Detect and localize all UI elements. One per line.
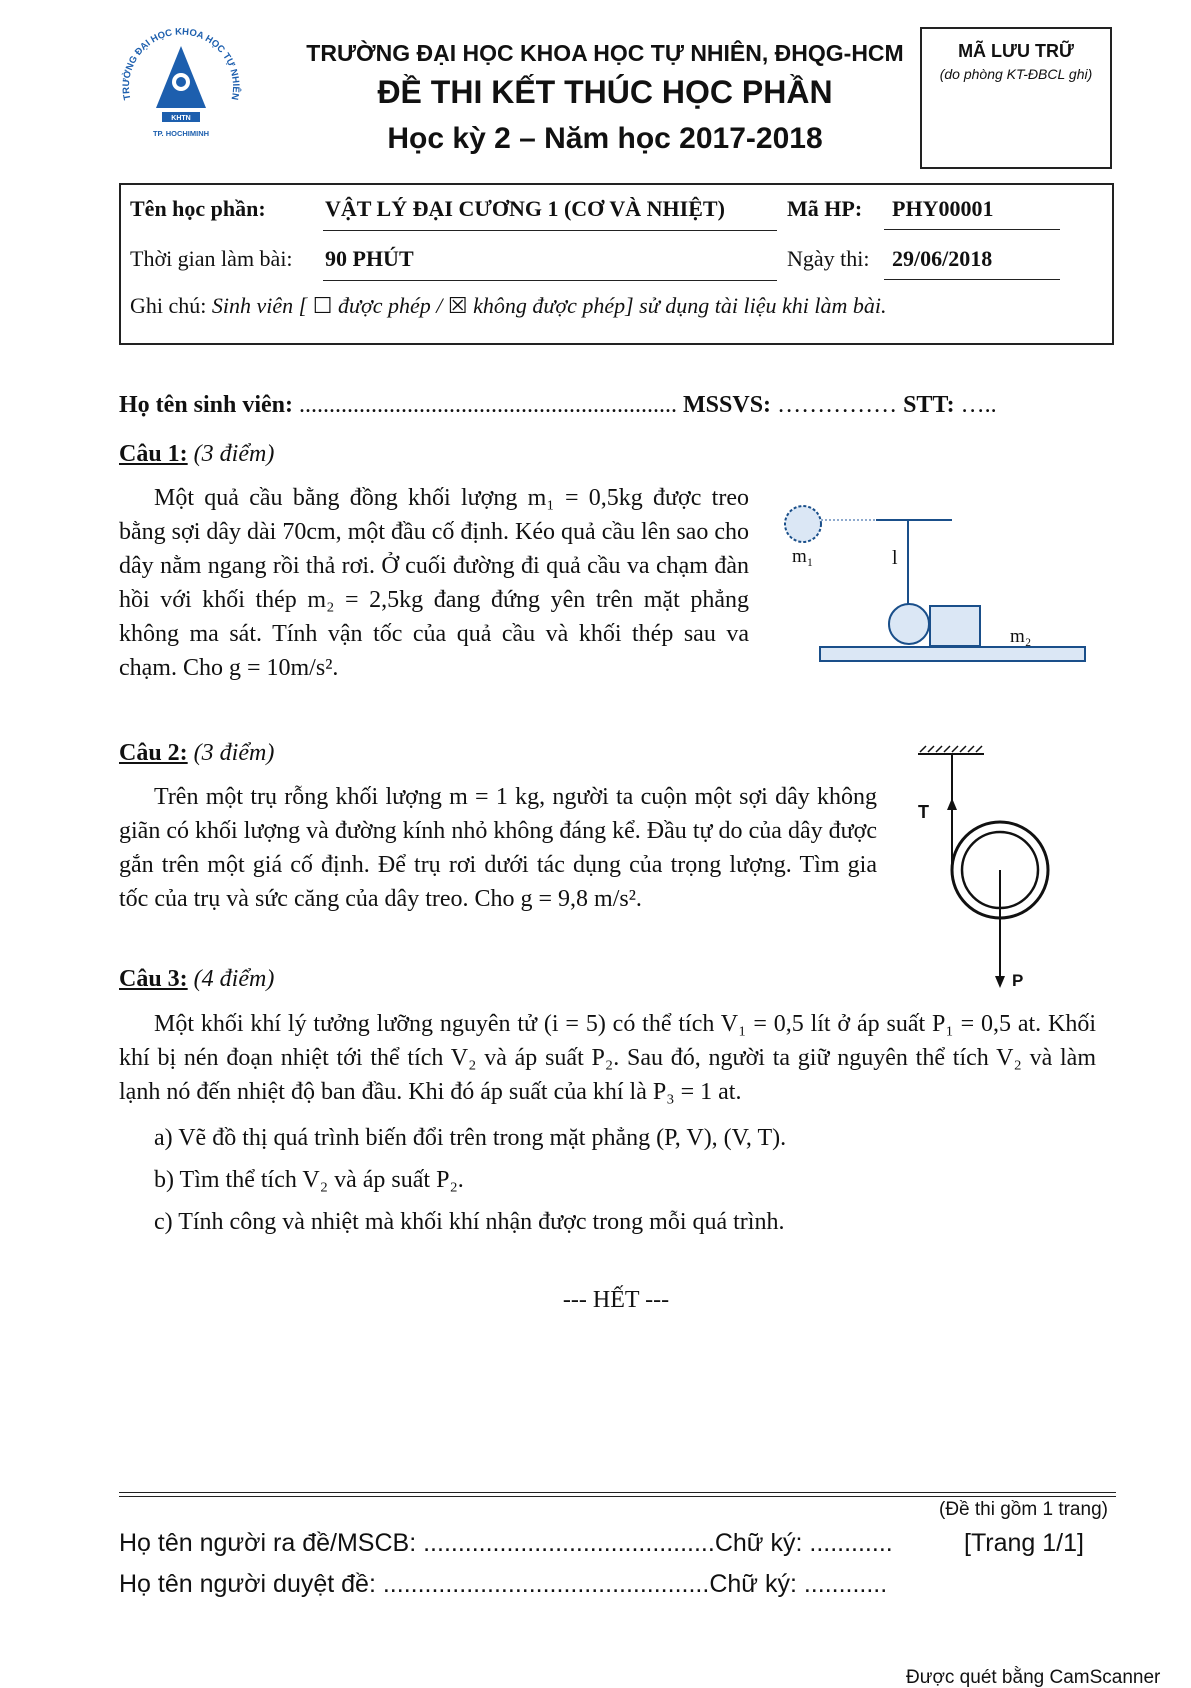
reviewer-label: Họ tên người duyệt đề: bbox=[119, 1570, 376, 1598]
student-id-label: MSSVS: bbox=[683, 392, 772, 418]
author-line bbox=[119, 1529, 893, 1558]
question-3-item-a: a) Vẽ đồ thị quá trình biến đổi trên trong mặt phẳng (P, V), (V, T). bbox=[154, 1125, 787, 1151]
author-field[interactable]: .......................................... bbox=[416, 1529, 715, 1557]
reviewer-field[interactable]: ............................................... bbox=[375, 1570, 710, 1598]
note-part1: Sinh viên [ bbox=[211, 293, 308, 318]
order-field[interactable]: ….. bbox=[954, 392, 997, 418]
question-1-figure bbox=[778, 494, 1088, 670]
question-2-label: Câu 2: bbox=[119, 740, 188, 766]
student-id-field[interactable]: …………… bbox=[771, 392, 898, 418]
university-logo bbox=[118, 20, 244, 146]
reviewer-line bbox=[119, 1570, 887, 1599]
block-m2 bbox=[930, 606, 980, 646]
question-2-heading bbox=[119, 740, 274, 767]
exam-title: ĐỀ THI KẾT THÚC HỌC PHẦN bbox=[377, 74, 833, 110]
duration-label: Thời gian làm bài: bbox=[130, 246, 293, 271]
course-code: PHY00001 bbox=[884, 196, 1060, 230]
label-m2: m₂ bbox=[1010, 626, 1032, 647]
footer-divider bbox=[119, 1492, 1116, 1493]
page-marker: [Trang 1/1] bbox=[964, 1529, 1084, 1557]
student-name-field[interactable]: ............................................................... bbox=[293, 392, 678, 418]
course-label: Tên học phần: bbox=[130, 196, 266, 221]
ball-m1 bbox=[889, 604, 929, 644]
not-allowed-text: không được phép bbox=[473, 293, 626, 318]
author-signature-label: Chữ ký: bbox=[714, 1529, 803, 1557]
reviewer-signature-field[interactable]: ............ bbox=[796, 1570, 888, 1598]
label-T: T bbox=[918, 802, 929, 822]
not-allowed-checkbox: ☒ bbox=[447, 293, 468, 318]
duration-value: 90 PHÚT bbox=[323, 246, 777, 281]
author-signature-field[interactable]: ............ bbox=[802, 1529, 893, 1557]
materials-note bbox=[130, 293, 886, 319]
question-3-label: Câu 3: bbox=[119, 966, 188, 992]
label-l: l bbox=[892, 547, 898, 569]
question-2-body: Trên một trụ rỗng khối lượng m = 1 kg, người ta cuộn một sợi dây không giãn có khối lượng và đường kính nhỏ không đáng kể. Đầu tự do của dây được gắn trên một giá cố định. Để trụ rơi dưới tác dụng của trọng lượng. Tìm gia tốc của trụ và sức căng của dây treo. Cho g = 9,8 m/s². bbox=[119, 784, 877, 912]
university-name: TRƯỜNG ĐẠI HỌC KHOA HỌC TỰ NHIÊN, ĐHQG-HCM bbox=[306, 40, 904, 66]
question-2-points: (3 điểm) bbox=[193, 740, 275, 766]
question-3-body: Một khối khí lý tưởng lưỡng nguyên tử (i = 5) có thể tích V₁ = 0,5 lít ở áp suất P₁ = 0,5 at. Khối khí bị nén đoạn nhiệt tới thể tích V₂ và áp suất P₂. Sau đó, người ta giữ nguyên thể tích V₂ và làm lạnh nó đến nhiệt độ ban đầu. Khi đó áp suất của khí là P₃ = 1 at. bbox=[119, 1011, 1096, 1105]
label-P: P bbox=[1012, 971, 1024, 990]
author-label: Họ tên người ra đề/MSCB: bbox=[119, 1529, 417, 1557]
allowed-text: được phép / bbox=[337, 293, 443, 318]
question-1-points: (3 điểm) bbox=[193, 441, 275, 467]
question-3-points: (4 điểm) bbox=[193, 966, 275, 992]
end-marker: --- HẾT --- bbox=[562, 1287, 670, 1313]
question-3-text bbox=[119, 1007, 1096, 1109]
archive-code-box bbox=[920, 27, 1112, 169]
question-3-heading bbox=[119, 966, 274, 993]
question-2-text bbox=[119, 780, 877, 916]
archive-note: (do phòng KT-ĐBCL ghi) bbox=[939, 66, 1093, 82]
question-2-figure bbox=[900, 740, 1050, 1000]
question-1-body: Một quả cầu bằng đồng khối lượng m₁ = 0,5kg được treo bằng sợi dây dài 70cm, một đầu cố định. Kéo quả cầu lên sao cho dây nằm ngang rồi thả rơi. Ở cuối đường đi quả cầu va chạm đàn hồi với khối thép m₂ = 2,5kg đang đứng yên trên mặt phẳng không ma sát. Tính vận tốc của quả cầu và khối thép sau va chạm. Cho g = 10m/s². bbox=[119, 485, 749, 681]
student-info-line bbox=[119, 392, 997, 419]
scanner-watermark: Được quét bằng CamScanner bbox=[906, 1667, 1161, 1688]
initial-ball bbox=[785, 506, 821, 542]
label-m1: m₁ bbox=[792, 546, 814, 567]
question-3-item-c: c) Tính công và nhiệt mà khối khí nhận được trong mỗi quá trình. bbox=[154, 1209, 785, 1235]
student-name-label: Họ tên sinh viên: bbox=[119, 392, 294, 418]
code-label: Mã HP: bbox=[787, 196, 863, 221]
allowed-checkbox: ☐ bbox=[312, 293, 333, 318]
order-label: STT: bbox=[903, 392, 955, 418]
note-label: Ghi chú: bbox=[130, 293, 207, 318]
logo-abbrev: KHTN bbox=[171, 115, 191, 122]
question-1-label: Câu 1: bbox=[119, 441, 188, 467]
logo-city: TP. HOCHIMINH bbox=[152, 129, 210, 138]
date-label: Ngày thi: bbox=[787, 246, 870, 271]
archive-label: MÃ LƯU TRỮ bbox=[958, 41, 1074, 61]
exam-date: 29/06/2018 bbox=[884, 246, 1060, 280]
question-3-item-b: b) Tìm thể tích V₂ và áp suất P₂. bbox=[154, 1167, 464, 1193]
semester: Học kỳ 2 – Năm học 2017-2018 bbox=[387, 122, 823, 155]
note-part2: ] sử dụng tài liệu khi làm bài. bbox=[625, 293, 887, 318]
pages-note: (Đề thi gồm 1 trang) bbox=[939, 1499, 1108, 1520]
footer-divider-second bbox=[119, 1496, 1116, 1497]
course-name: VẬT LÝ ĐẠI CƯƠNG 1 (CƠ VÀ NHIỆT) bbox=[323, 196, 777, 231]
question-1-text bbox=[119, 481, 749, 685]
floor bbox=[820, 647, 1085, 661]
logo-ring-text: TRƯỜNG ĐẠI HỌC KHOA HỌC TỰ NHIÊN bbox=[120, 26, 242, 101]
question-1-heading bbox=[119, 441, 274, 468]
reviewer-signature-label: Chữ ký: bbox=[709, 1570, 797, 1598]
